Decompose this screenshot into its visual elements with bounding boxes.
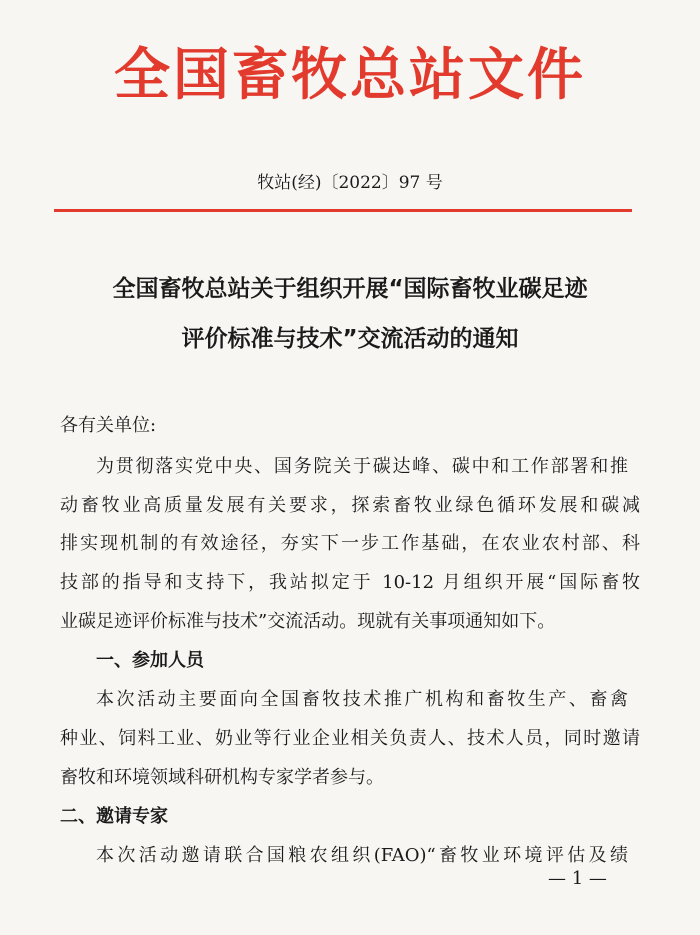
paragraph-line: 畜牧和环境领域科研机构专家学者参与。: [60, 767, 384, 788]
paragraph-line: 业碳足迹评价标准与技术”交流活动。现就有关事项通知如下。: [60, 611, 556, 632]
paragraph-line: 排实现机制的有效途径，夯实下一步工作基础，在农业农村部、科: [60, 533, 640, 554]
notice-title-line-1: 全国畜牧总站关于组织开展“国际畜牧业碳足迹: [112, 276, 588, 302]
document-header: 全国畜牧总站文件: [114, 43, 586, 108]
paragraph-line: 技部的指导和支持下，我站拟定于 10-12 月组织开展“国际畜牧: [60, 572, 640, 593]
section-heading-experts: 二、邀请专家: [60, 806, 168, 827]
notice-title-line-2: 评价标准与技术”交流活动的通知: [181, 326, 519, 352]
paragraph-line: 种业、饲料工业、奶业等行业企业相关负责人、技术人员，同时邀请: [60, 728, 640, 749]
paragraph-line: 本次活动邀请联合国粮农组织(FAO)“畜牧业环境评估及绩: [96, 845, 628, 866]
paragraph-line: 为贯彻落实党中央、国务院关于碳达峰、碳中和工作部署和推: [96, 456, 628, 477]
paragraph-line: 本次活动主要面向全国畜牧技术推广机构和畜牧生产、畜禽: [96, 689, 628, 710]
page-number: — 1 —: [548, 868, 607, 889]
section-heading-participants: 一、参加人员: [96, 650, 204, 671]
red-divider: [54, 209, 632, 212]
paragraph-line: 动畜牧业高质量发展有关要求，探索畜牧业绿色循环发展和碳减: [60, 495, 640, 516]
salutation: 各有关单位:: [60, 415, 157, 436]
document-number: 牧站(经)〔2022〕97 号: [257, 173, 443, 193]
